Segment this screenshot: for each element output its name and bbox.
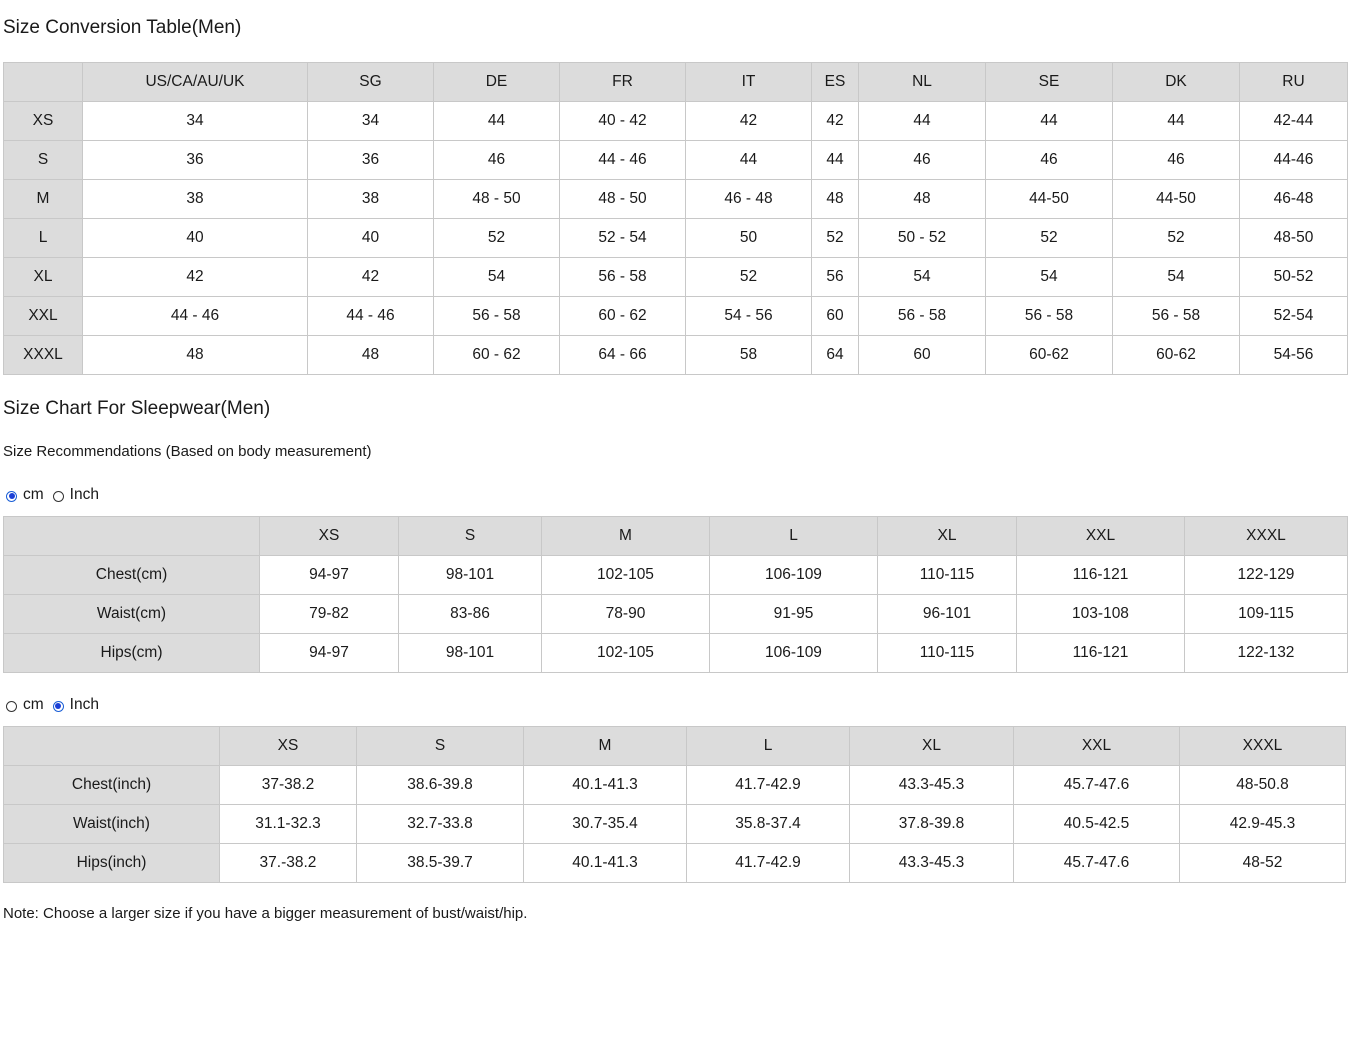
table-cell: 48 - 50 bbox=[434, 180, 560, 219]
table-cell: 44-50 bbox=[986, 180, 1113, 219]
table-row bbox=[4, 297, 1348, 336]
column-header: XL bbox=[878, 517, 1017, 556]
table-row bbox=[4, 102, 1348, 141]
table-cell: 122-132 bbox=[1185, 634, 1348, 673]
cm-radio[interactable] bbox=[6, 701, 17, 712]
table-cell: 48 - 50 bbox=[560, 180, 686, 219]
inch-radio-label[interactable]: Inch bbox=[69, 486, 99, 503]
table-cell: 50 bbox=[686, 219, 812, 258]
table-cell: 38.6-39.8 bbox=[357, 766, 524, 805]
table-cell: 38.5-39.7 bbox=[357, 844, 524, 883]
table-cell: 52 - 54 bbox=[560, 219, 686, 258]
table-cell: 40.1-41.3 bbox=[524, 844, 687, 883]
table-cell: 48 bbox=[83, 336, 308, 375]
table-cell: 54 bbox=[859, 258, 986, 297]
sleepwear-cm-table bbox=[3, 516, 1348, 673]
row-header-cell: Chest(inch) bbox=[4, 766, 220, 805]
table-cell: 44 bbox=[434, 102, 560, 141]
cm-radio-label[interactable]: cm bbox=[23, 486, 44, 503]
size-recommendations-subtitle: Size Recommendations (Based on body measurement) bbox=[3, 443, 372, 460]
row-header-cell: Hips(inch) bbox=[4, 844, 220, 883]
table-cell: 44 bbox=[986, 102, 1113, 141]
table-header-row bbox=[4, 727, 1346, 766]
table-cell: 116-121 bbox=[1017, 634, 1185, 673]
table-cell: 44 - 46 bbox=[308, 297, 434, 336]
table-cell: 96-101 bbox=[878, 595, 1017, 634]
column-header: RU bbox=[1240, 63, 1348, 102]
row-header-cell: XL bbox=[4, 258, 83, 297]
table-cell: 48 bbox=[812, 180, 859, 219]
table-cell: 40 bbox=[83, 219, 308, 258]
header-corner-cell bbox=[4, 727, 220, 766]
column-header: XXXL bbox=[1185, 517, 1348, 556]
table-cell: 91-95 bbox=[710, 595, 878, 634]
row-header-cell: L bbox=[4, 219, 83, 258]
table-cell: 40.5-42.5 bbox=[1014, 805, 1180, 844]
unit-toggle-inch-table bbox=[6, 695, 108, 715]
table-cell: 44 - 46 bbox=[560, 141, 686, 180]
size-conversion-table bbox=[3, 62, 1348, 375]
table-cell: 102-105 bbox=[542, 634, 710, 673]
table-cell: 48-50 bbox=[1240, 219, 1348, 258]
table-cell: 44 - 46 bbox=[83, 297, 308, 336]
table-cell: 31.1-32.3 bbox=[220, 805, 357, 844]
table-cell: 52 bbox=[434, 219, 560, 258]
table-cell: 45.7-47.6 bbox=[1014, 844, 1180, 883]
row-header-cell: S bbox=[4, 141, 83, 180]
table-cell: 36 bbox=[308, 141, 434, 180]
table-cell: 48-50.8 bbox=[1180, 766, 1346, 805]
table-row bbox=[4, 219, 1348, 258]
table-cell: 116-121 bbox=[1017, 556, 1185, 595]
table-cell: 48 bbox=[859, 180, 986, 219]
cm-radio-label[interactable]: cm bbox=[23, 696, 44, 713]
table-cell: 78-90 bbox=[542, 595, 710, 634]
row-header-cell: Waist(inch) bbox=[4, 805, 220, 844]
table-row bbox=[4, 258, 1348, 297]
table-cell: 54-56 bbox=[1240, 336, 1348, 375]
table-row bbox=[4, 766, 1346, 805]
column-header: ES bbox=[812, 63, 859, 102]
table-cell: 56 - 58 bbox=[986, 297, 1113, 336]
table-cell: 41.7-42.9 bbox=[687, 766, 850, 805]
row-header-cell: XS bbox=[4, 102, 83, 141]
table-cell: 110-115 bbox=[878, 556, 1017, 595]
row-header-cell: Waist(cm) bbox=[4, 595, 260, 634]
column-header: DK bbox=[1113, 63, 1240, 102]
table-cell: 56 bbox=[812, 258, 859, 297]
table-cell: 42 bbox=[686, 102, 812, 141]
table-row bbox=[4, 805, 1346, 844]
table-cell: 40 bbox=[308, 219, 434, 258]
column-header: SE bbox=[986, 63, 1113, 102]
table-cell: 38 bbox=[83, 180, 308, 219]
table-cell: 37-38.2 bbox=[220, 766, 357, 805]
table-cell: 106-109 bbox=[710, 634, 878, 673]
table-cell: 32.7-33.8 bbox=[357, 805, 524, 844]
table-cell: 106-109 bbox=[710, 556, 878, 595]
table-cell: 58 bbox=[686, 336, 812, 375]
table-cell: 50 - 52 bbox=[859, 219, 986, 258]
table-cell: 60 - 62 bbox=[434, 336, 560, 375]
table-cell: 42.9-45.3 bbox=[1180, 805, 1346, 844]
table-cell: 52 bbox=[812, 219, 859, 258]
column-header: DE bbox=[434, 63, 560, 102]
row-header-cell: Chest(cm) bbox=[4, 556, 260, 595]
table-cell: 83-86 bbox=[399, 595, 542, 634]
table-cell: 42 bbox=[308, 258, 434, 297]
table-header-row bbox=[4, 63, 1348, 102]
table-cell: 54 - 56 bbox=[686, 297, 812, 336]
table-cell: 60 bbox=[859, 336, 986, 375]
table-cell: 56 - 58 bbox=[560, 258, 686, 297]
row-header-cell: M bbox=[4, 180, 83, 219]
table-cell: 50-52 bbox=[1240, 258, 1348, 297]
table-cell: 38 bbox=[308, 180, 434, 219]
inch-radio-label[interactable]: Inch bbox=[69, 696, 99, 713]
table-cell: 34 bbox=[83, 102, 308, 141]
table-cell: 48 bbox=[308, 336, 434, 375]
unit-toggle-cm-table bbox=[6, 485, 108, 505]
table-cell: 102-105 bbox=[542, 556, 710, 595]
column-header: S bbox=[357, 727, 524, 766]
inch-radio[interactable] bbox=[53, 701, 64, 712]
table-cell: 94-97 bbox=[260, 556, 399, 595]
table-cell: 44 bbox=[859, 102, 986, 141]
table-cell: 44 bbox=[1113, 102, 1240, 141]
table-row bbox=[4, 844, 1346, 883]
table-cell: 36 bbox=[83, 141, 308, 180]
table-cell: 52 bbox=[686, 258, 812, 297]
table-cell: 34 bbox=[308, 102, 434, 141]
column-header: L bbox=[687, 727, 850, 766]
table-cell: 42 bbox=[812, 102, 859, 141]
table-row bbox=[4, 595, 1348, 634]
table-row bbox=[4, 634, 1348, 673]
table-header-row bbox=[4, 517, 1348, 556]
table-cell: 40.1-41.3 bbox=[524, 766, 687, 805]
table-cell: 56 - 58 bbox=[1113, 297, 1240, 336]
row-header-cell: XXXL bbox=[4, 336, 83, 375]
column-header: M bbox=[542, 517, 710, 556]
column-header: L bbox=[710, 517, 878, 556]
table-cell: 109-115 bbox=[1185, 595, 1348, 634]
table-cell: 46 - 48 bbox=[686, 180, 812, 219]
column-header: US/CA/AU/UK bbox=[83, 63, 308, 102]
table-cell: 56 - 58 bbox=[434, 297, 560, 336]
table-row bbox=[4, 141, 1348, 180]
table-cell: 41.7-42.9 bbox=[687, 844, 850, 883]
table-cell: 52-54 bbox=[1240, 297, 1348, 336]
table-cell: 30.7-35.4 bbox=[524, 805, 687, 844]
column-header: S bbox=[399, 517, 542, 556]
table-cell: 52 bbox=[1113, 219, 1240, 258]
table-cell: 48-52 bbox=[1180, 844, 1346, 883]
table-cell: 98-101 bbox=[399, 634, 542, 673]
table-cell: 46 bbox=[1113, 141, 1240, 180]
column-header: XXXL bbox=[1180, 727, 1346, 766]
table-cell: 45.7-47.6 bbox=[1014, 766, 1180, 805]
table-cell: 40 - 42 bbox=[560, 102, 686, 141]
table-cell: 37.-38.2 bbox=[220, 844, 357, 883]
table-cell: 98-101 bbox=[399, 556, 542, 595]
table-cell: 79-82 bbox=[260, 595, 399, 634]
table-cell: 42-44 bbox=[1240, 102, 1348, 141]
column-header: XXL bbox=[1017, 517, 1185, 556]
table-cell: 46 bbox=[434, 141, 560, 180]
table-cell: 54 bbox=[986, 258, 1113, 297]
table-cell: 56 - 58 bbox=[859, 297, 986, 336]
column-header: XL bbox=[850, 727, 1014, 766]
table-cell: 110-115 bbox=[878, 634, 1017, 673]
table-cell: 60 - 62 bbox=[560, 297, 686, 336]
column-header: XS bbox=[260, 517, 399, 556]
table-cell: 54 bbox=[434, 258, 560, 297]
table-cell: 94-97 bbox=[260, 634, 399, 673]
table-cell: 43.3-45.3 bbox=[850, 766, 1014, 805]
inch-radio[interactable] bbox=[53, 491, 64, 502]
sleepwear-chart-title: Size Chart For Sleepwear(Men) bbox=[3, 398, 271, 419]
table-cell: 43.3-45.3 bbox=[850, 844, 1014, 883]
table-cell: 44-50 bbox=[1113, 180, 1240, 219]
table-cell: 60 bbox=[812, 297, 859, 336]
table-cell: 60-62 bbox=[1113, 336, 1240, 375]
table-cell: 46 bbox=[859, 141, 986, 180]
table-cell: 37.8-39.8 bbox=[850, 805, 1014, 844]
table-cell: 60-62 bbox=[986, 336, 1113, 375]
table-cell: 46 bbox=[986, 141, 1113, 180]
table-cell: 52 bbox=[986, 219, 1113, 258]
table-cell: 54 bbox=[1113, 258, 1240, 297]
table-cell: 42 bbox=[83, 258, 308, 297]
table-cell: 64 - 66 bbox=[560, 336, 686, 375]
table-cell: 44 bbox=[812, 141, 859, 180]
header-corner-cell bbox=[4, 517, 260, 556]
size-note: Note: Choose a larger size if you have a bigger measurement of bust/waist/hip. bbox=[3, 905, 528, 922]
row-header-cell: Hips(cm) bbox=[4, 634, 260, 673]
table-row bbox=[4, 336, 1348, 375]
row-header-cell: XXL bbox=[4, 297, 83, 336]
table-cell: 44 bbox=[686, 141, 812, 180]
table-cell: 46-48 bbox=[1240, 180, 1348, 219]
sleepwear-inch-table bbox=[3, 726, 1346, 883]
column-header: IT bbox=[686, 63, 812, 102]
cm-radio[interactable] bbox=[6, 491, 17, 502]
column-header: NL bbox=[859, 63, 986, 102]
column-header: FR bbox=[560, 63, 686, 102]
table-row bbox=[4, 556, 1348, 595]
column-header: XS bbox=[220, 727, 357, 766]
column-header: M bbox=[524, 727, 687, 766]
column-header: XXL bbox=[1014, 727, 1180, 766]
table-cell: 44-46 bbox=[1240, 141, 1348, 180]
header-corner-cell bbox=[4, 63, 83, 102]
table-cell: 35.8-37.4 bbox=[687, 805, 850, 844]
table-row bbox=[4, 180, 1348, 219]
conversion-table-title: Size Conversion Table(Men) bbox=[3, 17, 242, 38]
table-cell: 122-129 bbox=[1185, 556, 1348, 595]
column-header: SG bbox=[308, 63, 434, 102]
table-cell: 64 bbox=[812, 336, 859, 375]
table-cell: 103-108 bbox=[1017, 595, 1185, 634]
